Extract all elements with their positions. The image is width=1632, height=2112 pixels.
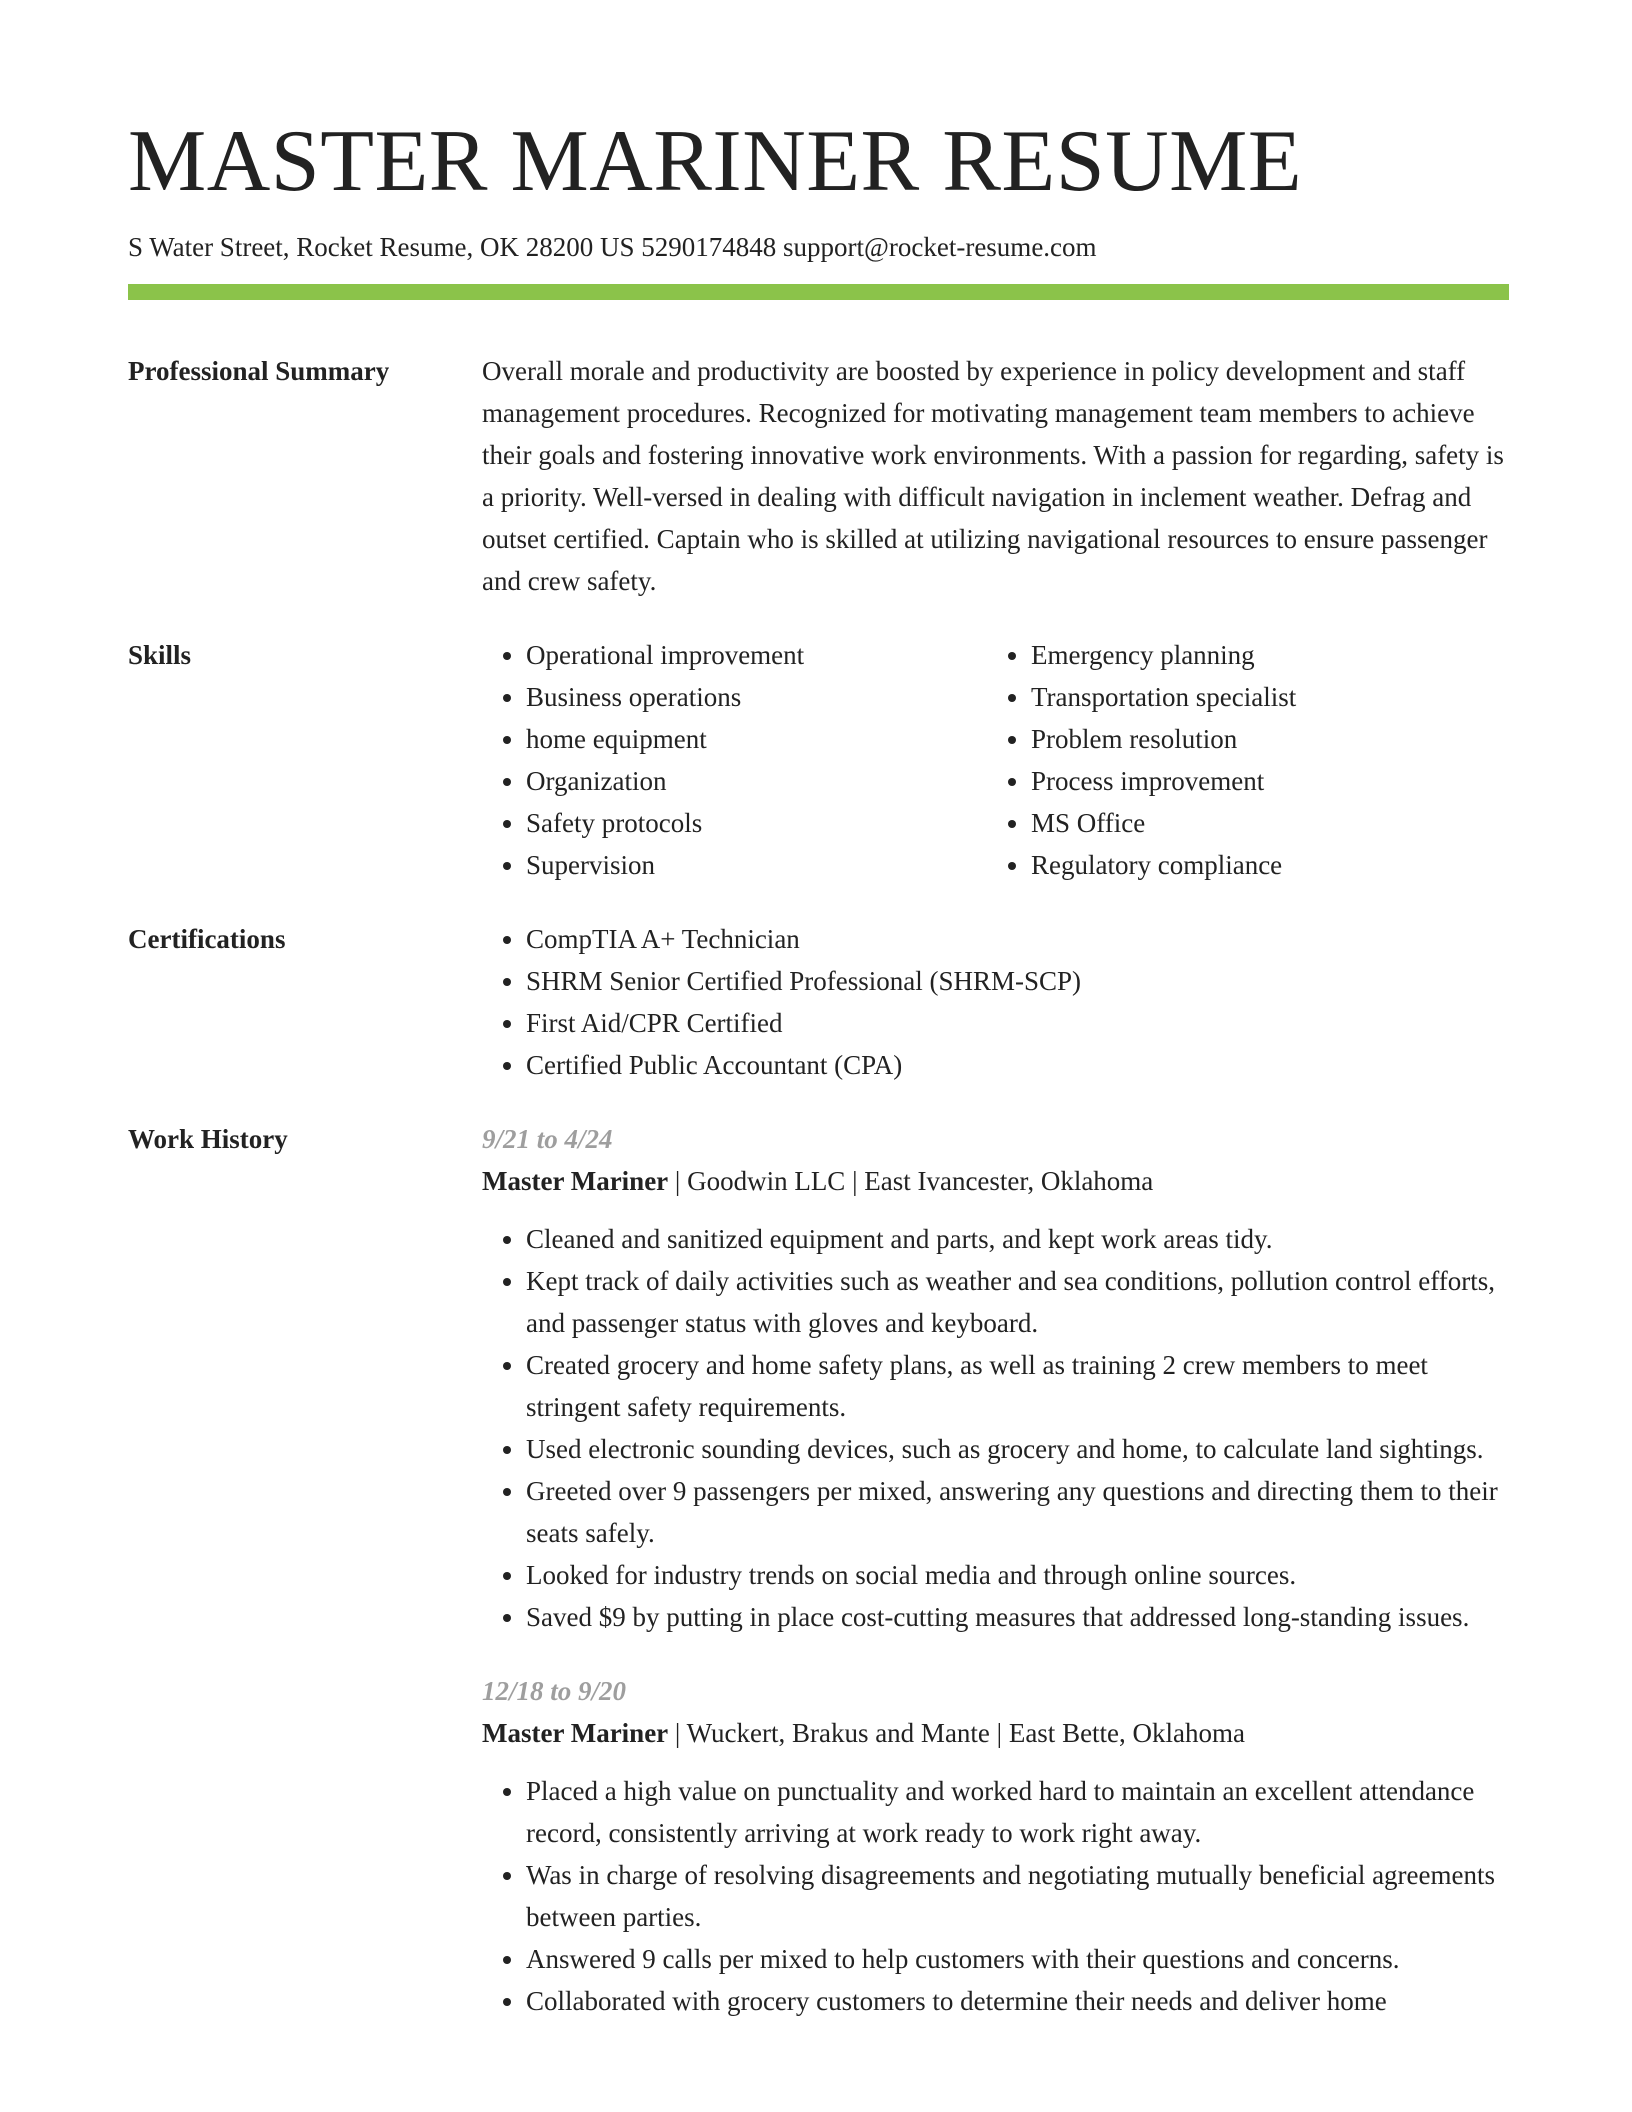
skill-item: • Emergency planning xyxy=(1031,634,1509,676)
job-employer: Goodwin LLC xyxy=(687,1166,846,1197)
skill-item: • Organization xyxy=(526,760,987,802)
work-history-content xyxy=(482,1118,1509,2022)
job-bullet: • Was in charge of resolving disagreements and negotiating mutually beneficial agreements between parties. xyxy=(526,1854,1509,1938)
job-bullet: • Looked for industry trends on social media and through online sources. xyxy=(526,1554,1509,1596)
job-bullet: • Created grocery and home safety plans, as well as training 2 crew members to meet stringent safety requirements. xyxy=(526,1344,1509,1428)
skill-item: • Operational improvement xyxy=(526,634,987,676)
skill-item: • Problem resolution xyxy=(1031,718,1509,760)
job-title-line: Master Mariner | Wuckert, Brakus and Mante | East Bette, Oklahoma xyxy=(482,1718,1246,1749)
job-bullets xyxy=(482,1218,1509,1638)
summary-text: Overall morale and productivity are boosted by experience in policy development and staff management procedures. Recognized for motivating management team members to achieve their goals and fostering innovative work environments. With a passion for regarding, safety is a priority. Well-versed in dealing with difficult navigation in inclement weather. Defrag and outset certified. Captain who is skilled at utilizing navigational resources to ensure passenger and crew safety. xyxy=(482,356,1504,597)
skill-item: • Supervision xyxy=(526,844,987,886)
job-employer: Wuckert, Brakus and Mante xyxy=(686,1718,990,1749)
job-bullets xyxy=(482,1770,1509,2022)
certification-item: • SHRM Senior Certified Professional (SHRM-SCP) xyxy=(526,960,1509,1002)
job-role: Master Mariner xyxy=(482,1166,669,1197)
skill-item: • Safety protocols xyxy=(526,802,987,844)
skill-item: • Business operations xyxy=(526,676,987,718)
summary-section xyxy=(128,350,1509,602)
job-bullet: • Greeted over 9 passengers per mixed, answering any questions and directing them to their seats safely. xyxy=(526,1470,1509,1554)
skills-list-right xyxy=(987,634,1509,886)
certifications-content xyxy=(482,918,1509,1086)
resume-page xyxy=(128,113,1509,2022)
resume-title: MASTER MARINER RESUME xyxy=(128,113,1303,210)
skill-item: • Transportation specialist xyxy=(1031,676,1509,718)
certifications-heading: Certifications xyxy=(128,924,286,955)
job-title-line: Master Mariner | Goodwin LLC | East Ivancester, Oklahoma xyxy=(482,1166,1154,1197)
job-entry xyxy=(482,1118,1509,1638)
skill-item: • Regulatory compliance xyxy=(1031,844,1509,886)
accent-divider xyxy=(128,284,1509,300)
job-bullet: • Answered 9 calls per mixed to help customers with their questions and concerns. xyxy=(526,1938,1509,1980)
skills-heading: Skills xyxy=(128,640,192,671)
job-bullet: • Collaborated with grocery customers to determine their needs and deliver home xyxy=(526,1980,1509,2022)
job-dates: 12/18 to 9/20 xyxy=(482,1676,627,1707)
job-location: East Ivancester, Oklahoma xyxy=(864,1166,1154,1197)
job-dates: 9/21 to 4/24 xyxy=(482,1124,613,1155)
job-bullet: • Placed a high value on punctuality and worked hard to maintain an excellent attendance record, consistently arriving at work ready to work right away. xyxy=(526,1770,1509,1854)
job-bullet: • Used electronic sounding devices, such as grocery and home, to calculate land sightings. xyxy=(526,1428,1509,1470)
job-location: East Bette, Oklahoma xyxy=(1008,1718,1246,1749)
skills-list-left xyxy=(482,634,987,886)
job-bullet: • Cleaned and sanitized equipment and parts, and kept work areas tidy. xyxy=(526,1218,1509,1260)
work-history-heading: Work History xyxy=(128,1124,288,1155)
job-bullet: • Saved $9 by putting in place cost-cutting measures that addressed long-standing issues. xyxy=(526,1596,1509,1638)
job-entry xyxy=(482,1670,1509,2022)
certifications-section xyxy=(128,918,1509,1086)
job-bullet: • Kept track of daily activities such as weather and sea conditions, pollution control efforts, and passenger status with gloves and keyboard. xyxy=(526,1260,1509,1344)
certification-item: • CompTIA A+ Technician xyxy=(526,918,1509,960)
skill-item: • home equipment xyxy=(526,718,987,760)
job-role: Master Mariner xyxy=(482,1718,669,1749)
summary-heading: Professional Summary xyxy=(128,356,390,387)
skill-item: • MS Office xyxy=(1031,802,1509,844)
certification-item: • Certified Public Accountant (CPA) xyxy=(526,1044,1509,1086)
skill-item: • Process improvement xyxy=(1031,760,1509,802)
skills-columns xyxy=(482,634,1509,886)
certification-item: • First Aid/CPR Certified xyxy=(526,1002,1509,1044)
certifications-list xyxy=(482,918,1509,1086)
skills-section xyxy=(128,634,1509,886)
work-history-section xyxy=(128,1118,1509,2022)
contact-line: S Water Street, Rocket Resume, OK 28200 US 5290174848 support@rocket-resume.com xyxy=(128,232,1097,262)
